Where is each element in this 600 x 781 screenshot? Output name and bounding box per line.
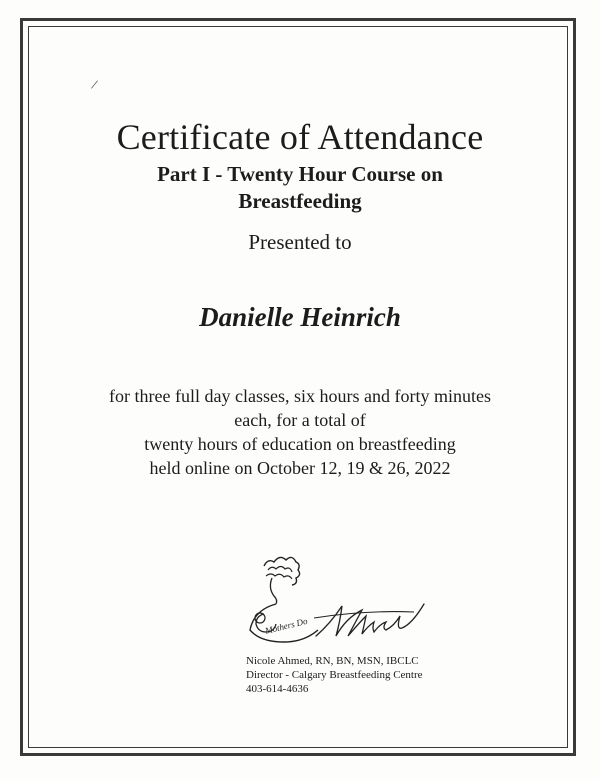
course-subtitle [0, 161, 600, 215]
subtitle-line-2: Breastfeeding [238, 189, 362, 213]
certificate-body [0, 384, 600, 480]
signatory-title: Director - Calgary Breastfeeding Centre [246, 669, 423, 681]
certificate-title: Certificate of Attendance [116, 117, 484, 157]
logo-text: Mothers Do [264, 615, 309, 636]
body-line-3: twenty hours of education on breastfeeding [144, 434, 456, 454]
signatory-block [246, 654, 423, 696]
presented-to: Presented to [248, 230, 352, 254]
body-line-2: each, for a total of [234, 410, 366, 430]
pen-mark: / [89, 77, 99, 94]
subtitle-line-1: Part I - Twenty Hour Course on [157, 162, 443, 186]
body-line-4: held online on October 12, 19 & 26, 2022 [149, 458, 451, 478]
signature [312, 596, 442, 642]
signatory-name: Nicole Ahmed, RN, BN, MSN, IBCLC [246, 655, 419, 667]
body-line-1: for three full day classes, six hours and forty minutes [109, 386, 491, 406]
signatory-phone: 403-614-4636 [246, 683, 309, 695]
recipient-name: Danielle Heinrich [199, 302, 401, 332]
